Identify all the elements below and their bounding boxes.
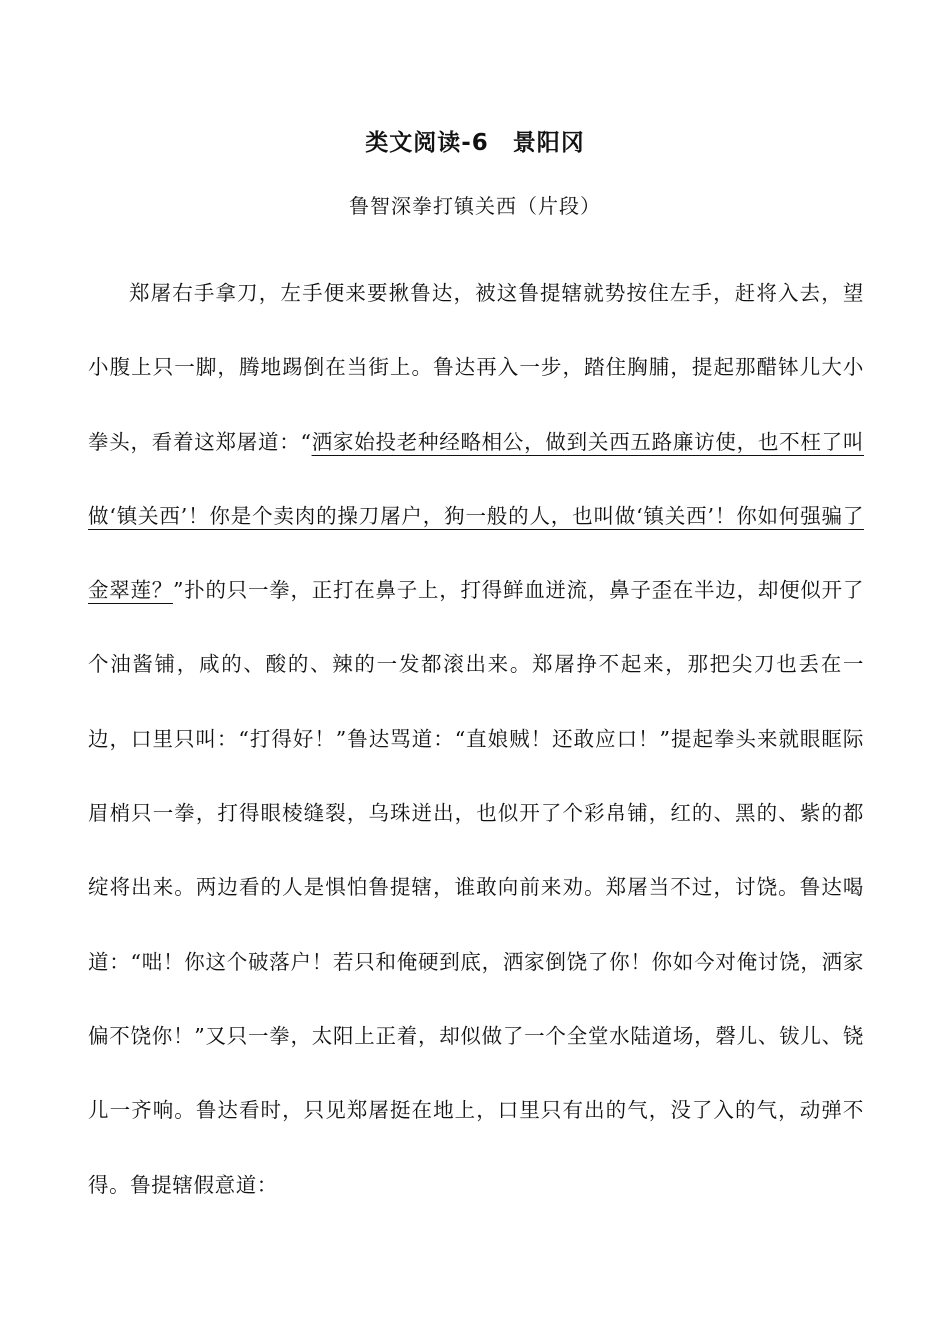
passage-text-before-underline: 郑屠右手拿刀，左手便来要揪鲁达，被这鲁提辖就势按住左手，赶将入去，望小腹上只一脚，腾地踢倒在当街上。鲁达再入一步，踏住胸脯，提起那醋钵儿大小拳头，看着这郑屠道：“ <box>88 281 864 454</box>
passage-paragraph <box>88 256 864 1222</box>
passage-subtitle: 鲁智深拳打镇关西（片段） <box>349 194 601 218</box>
underlined-quote: 洒家始投老种经略相公，做到关西五路廉访使，也不枉了叫做‘镇关西’！你是个卖肉的操刀屠户，狗一般的人，也叫做‘镇关西’！你如何强骗了金翠莲？ <box>88 429 864 603</box>
passage-text-after-underline: ”扑的只一拳，正打在鼻子上，打得鲜血迸流，鼻子歪在半边，却便似开了个油酱铺，咸的、酸的、辣的一发都滚出来。郑屠挣不起来，那把尖刀也丢在一边，口里只叫：“打得好！”鲁达骂道：“直娘贼！还敢应口！”提起拳头来就眼眶际眉梢只一拳，打得眼棱缝裂，乌珠迸出，也似开了个彩帛铺，红的、黑的、紫的都绽将出来。两边看的人是惧怕鲁提辖，谁敢向前来劝。郑屠当不过，讨饶。鲁达喝道：“咄！你这个破落户！若只和俺硬到底，洒家倒饶了你！你如今对俺讨饶，洒家偏不饶你！”又只一拳，太阳上正着，却似做了一个全堂水陆道场，磬儿、钹儿、铙儿一齐响。鲁达看时，只见郑屠挺在地上，口里只有出的气，没了入的气，动弹不得。鲁提辖假意道： <box>88 578 865 1197</box>
document-title: 类文阅读-6 景阳冈 <box>365 130 585 156</box>
